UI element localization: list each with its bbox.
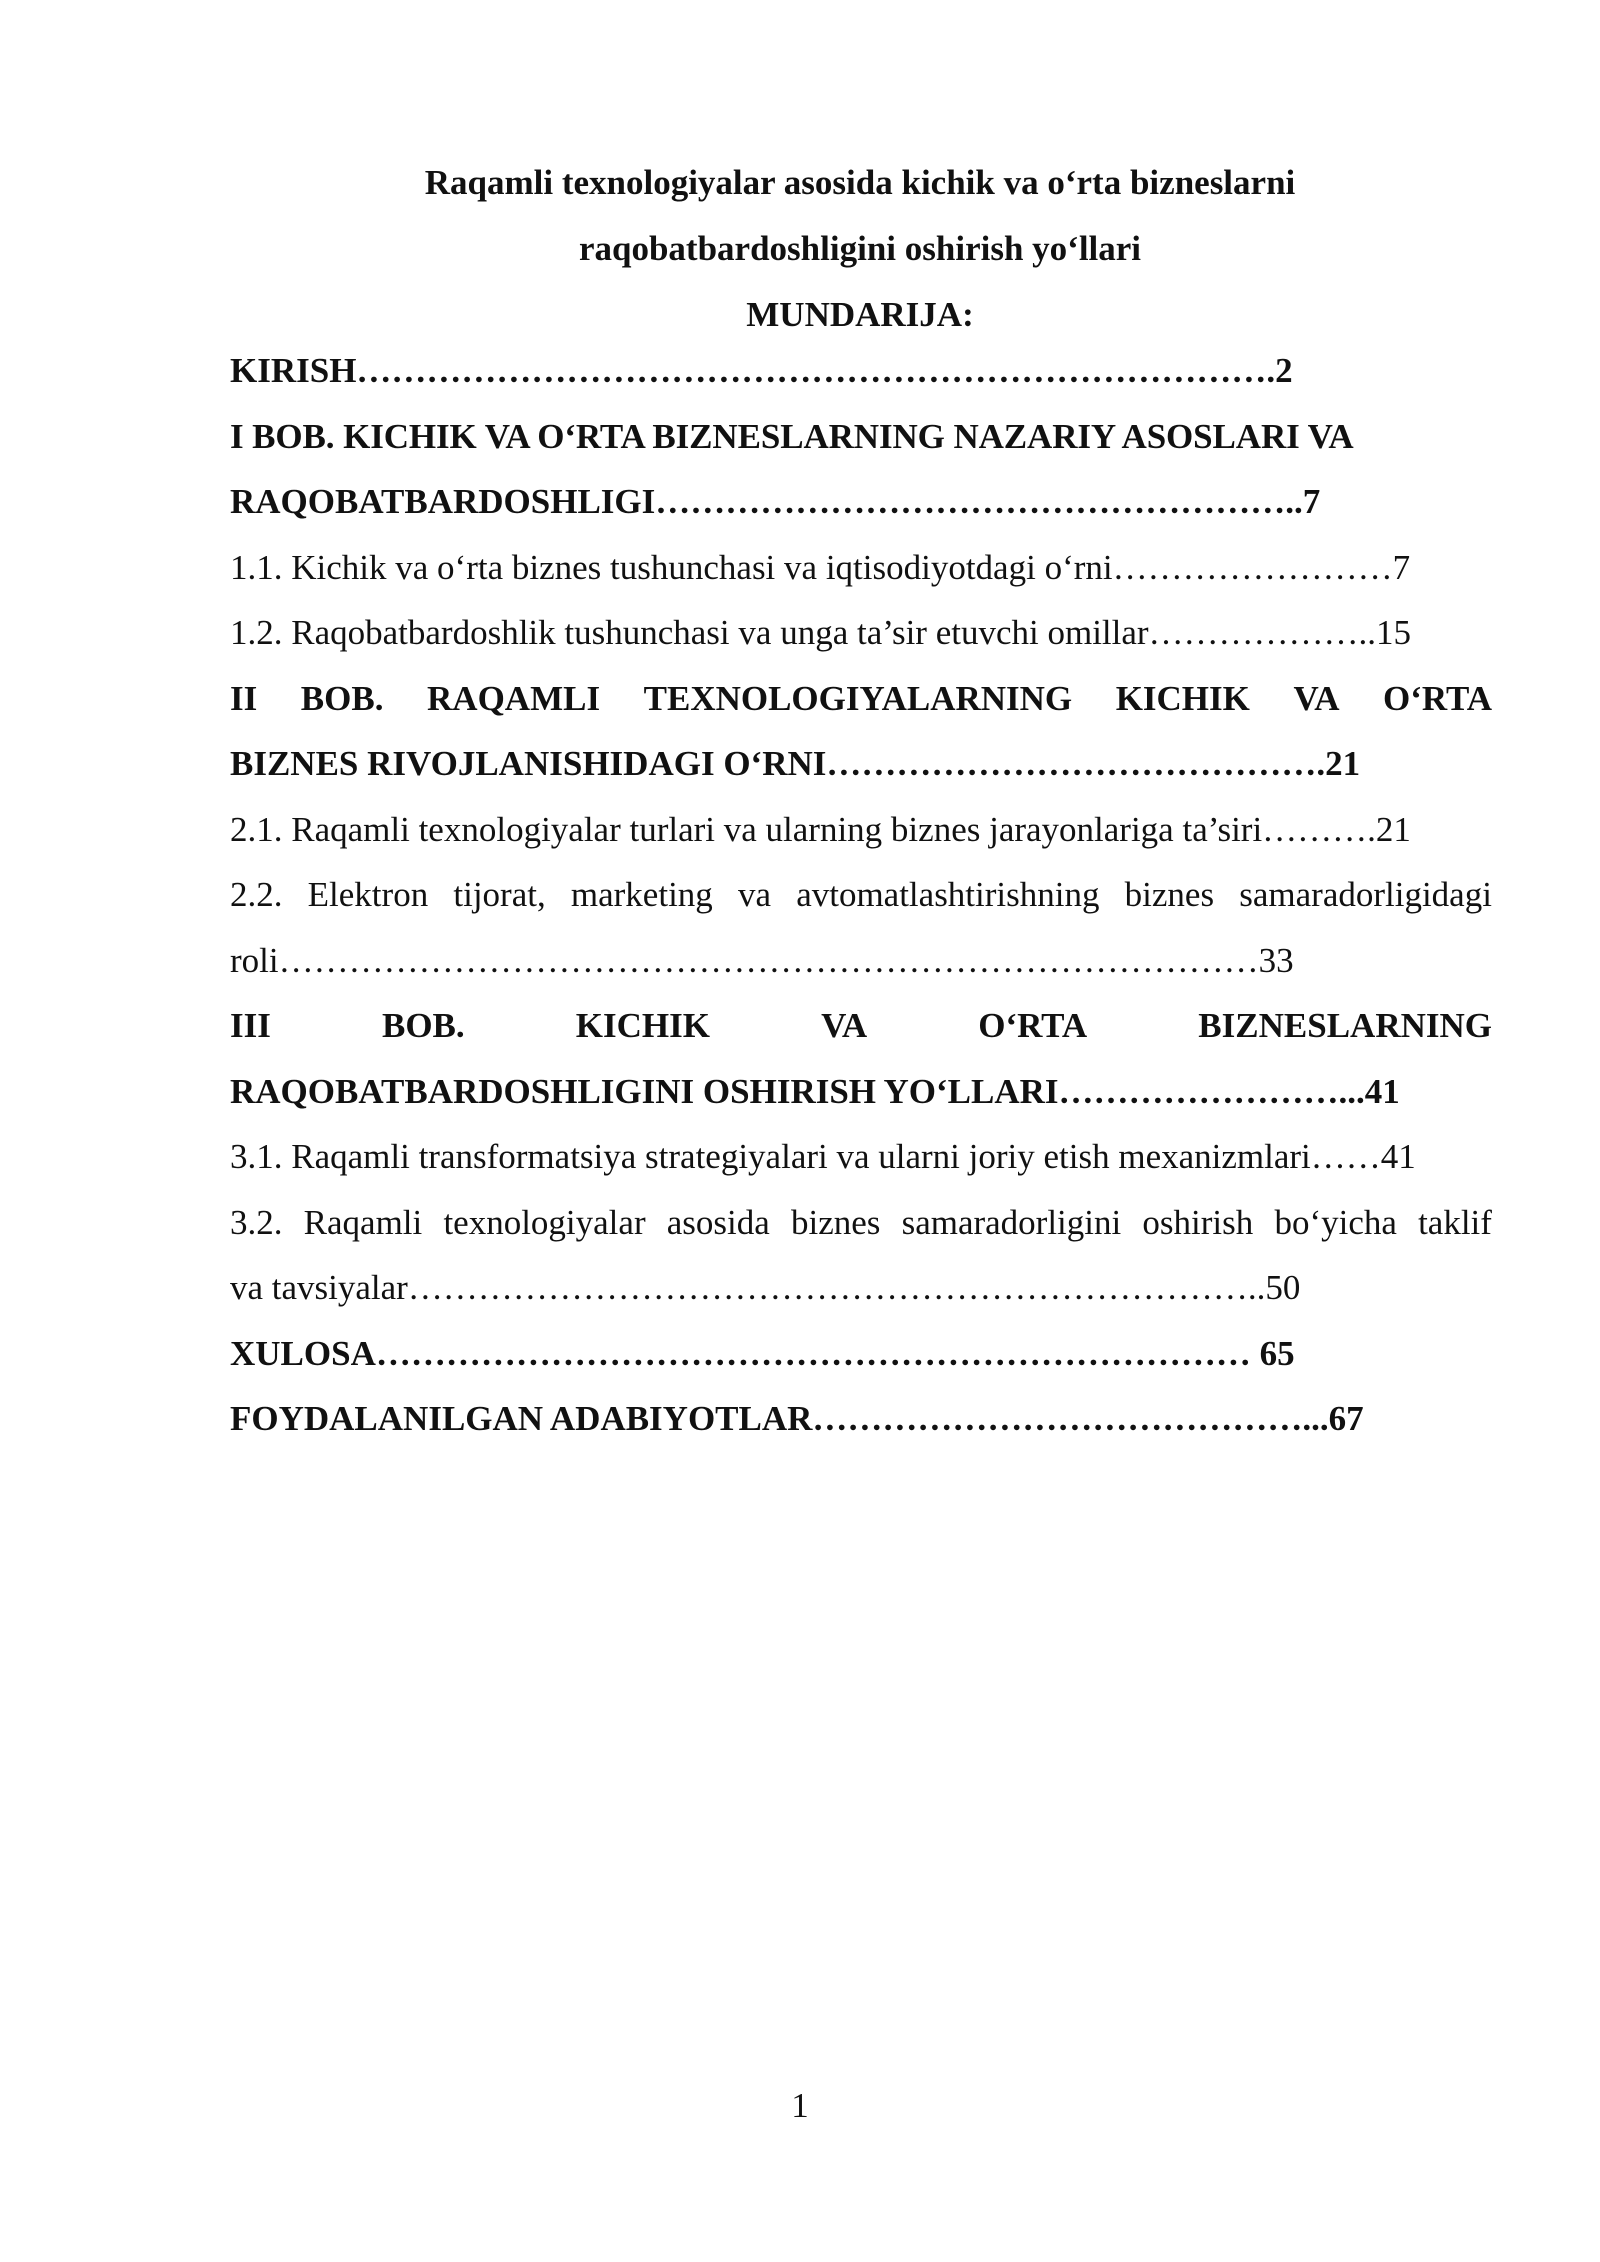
page-number: 1 (791, 2086, 809, 2125)
toc-entry-bob1-line1: I BOB. KICHIK VA O‘RTA BIZNESLARNING NAZARIY ASOSLARI VA (230, 416, 1354, 456)
toc-word: asosida (666, 1202, 770, 1242)
toc-word: tijorat, (453, 875, 546, 914)
toc-entry-bob2-line1 (230, 666, 1492, 732)
toc-word: BOB. (381, 1006, 465, 1045)
toc-word: III (230, 1006, 271, 1045)
toc-entry-bob1-line2: RAQOBATBARDOSHLIGI………………………………………………..7 (230, 482, 1321, 521)
toc-entry-2-1: 2.1. Raqamli texnologiyalar turlari va ularning biznes jarayonlariga ta’siri……….21 (230, 809, 1411, 849)
toc-word: oshirish (1142, 1202, 1254, 1242)
toc-word: VA (1293, 678, 1340, 718)
document-title (230, 150, 1490, 348)
toc-word: KICHIK (1115, 678, 1250, 718)
toc-word: samaradorligidagi (1239, 875, 1492, 914)
toc-entry-3-1: 3.1. Raqamli transformatsiya strategiyalari va ularni joriy etish mexanizmlari……41 (230, 1137, 1416, 1176)
toc-word: KICHIK (575, 1006, 710, 1045)
toc-entry-kirish: KIRISH…………………………………………………………………….2 (230, 351, 1293, 390)
title-line-1: Raqamli texnologiyalar asosida kichik va o‘rta bizneslarni (424, 163, 1296, 202)
toc-word: Elektron (307, 875, 429, 914)
toc-word: texnologiyalar (443, 1202, 646, 1242)
toc-word: 3.2. (230, 1202, 283, 1242)
toc-word: BIZNESLARNING (1198, 1006, 1492, 1045)
toc-entry-2-2-line1 (230, 862, 1492, 928)
toc-word: biznes (790, 1202, 881, 1242)
toc-word: samaradorligini (901, 1202, 1122, 1242)
toc-word: O‘RTA (978, 1006, 1088, 1045)
toc-word: 2.2. (230, 875, 283, 914)
toc-word: bo‘yicha (1274, 1202, 1397, 1242)
toc-word: O‘RTA (1383, 678, 1492, 718)
toc-entry-xulosa: XULOSA………………………………………………………………… 65 (230, 1333, 1295, 1373)
toc-entry-bob2-line2: BIZNES RIVOJLANISHIDAGI O‘RNI…………………………………….21 (230, 744, 1361, 783)
toc-entry-bob3-line2: RAQOBATBARDOSHLIGINI OSHIRISH YO‘LLARI……………………...41 (230, 1071, 1400, 1111)
table-of-contents (230, 338, 1492, 1452)
toc-word: RAQAMLI (427, 678, 601, 718)
toc-entry-2-2-line2: roli…………………………………………………………………………33 (230, 940, 1294, 980)
toc-entry-adabiyotlar: FOYDALANILGAN ADABIYOTLAR……………………………………...67 (230, 1399, 1364, 1438)
toc-word: avtomatlashtirishning (796, 875, 1100, 914)
toc-entry-1-1: 1.1. Kichik va o‘rta biznes tushunchasi va iqtisodiyotdagi o‘rni……………………7 (230, 547, 1411, 587)
toc-entry-1-2: 1.2. Raqobatbardoshlik tushunchasi va unga ta’sir etuvchi omillar………………..15 (230, 613, 1412, 652)
toc-entry-3-2-line2: va tavsiyalar………………………………………………………………..50 (230, 1268, 1301, 1307)
toc-entry-bob3-line1 (230, 993, 1492, 1059)
toc-entry-3-2-line1 (230, 1190, 1492, 1256)
toc-word: Raqamli (303, 1202, 423, 1242)
title-line-2: raqobatbardoshligini oshirish yo‘llari (578, 229, 1142, 268)
toc-word: biznes (1124, 875, 1215, 914)
toc-word: TEXNOLOGIYALARNING (643, 678, 1073, 718)
toc-word: BOB. (300, 678, 384, 718)
toc-word: VA (821, 1006, 868, 1045)
toc-word: II (230, 678, 258, 718)
toc-word: va (737, 875, 772, 914)
toc-word: taklif (1418, 1202, 1492, 1242)
toc-heading: MUNDARIJA: (746, 295, 974, 334)
toc-word: marketing (570, 875, 713, 914)
